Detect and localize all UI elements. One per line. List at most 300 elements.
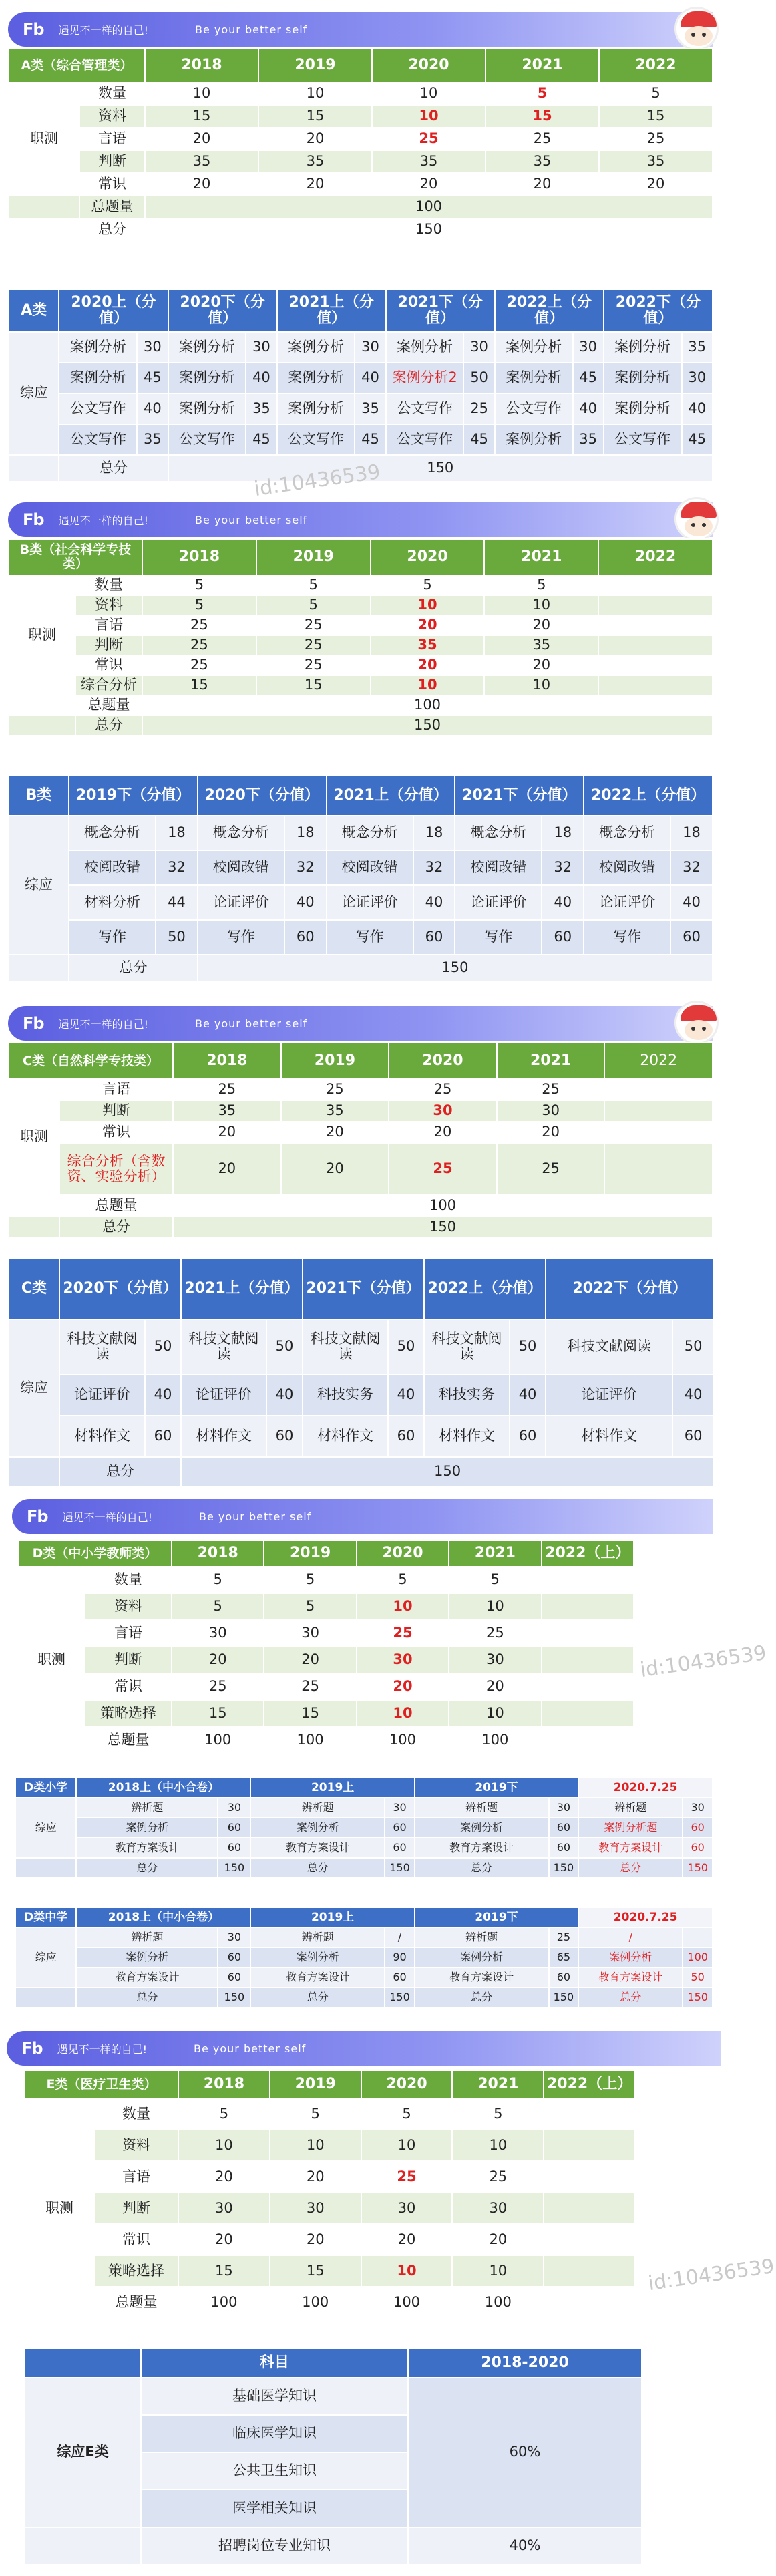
cell: 40 [137,393,168,424]
cell: 总分 [76,1987,218,2007]
cell: 10 [449,1593,541,1620]
cell: 18 [670,816,713,850]
cell: 10 [371,675,485,695]
cell: 科技文献阅读 [424,1319,510,1374]
cell: 写作 [455,920,542,955]
cell: 30 [137,332,168,363]
cell: 20 [178,2161,270,2193]
cell: 案例分析 [415,1947,549,1967]
cell: 总分 [415,1987,549,2007]
cell: 50 [510,1319,546,1374]
cell: 25 [256,615,371,635]
table-row [9,635,713,655]
cell: 写作 [69,920,156,955]
cell [598,615,713,635]
table-title: B类 [9,776,69,816]
cell: 100 [683,1947,713,1967]
banner-c [8,1006,713,1041]
date-highlight: 2020.7.25 [613,1780,678,1794]
cell: 20 [281,1143,389,1195]
table-a-zhice [8,48,713,242]
cell: 25 [449,1620,541,1647]
cell: 30 [385,1798,415,1818]
cell: 科技实务 [303,1374,388,1416]
cell: 概念分析 [69,816,156,850]
cell: 5 [449,1567,541,1593]
col-header: 2019 [281,1043,389,1079]
row-label: 总分 [79,218,145,241]
table-row [9,1416,714,1457]
cell: 40 [542,885,584,920]
col-header: 2018 [173,1043,281,1079]
col-header: 2018 [142,539,256,575]
cell: 科技实务 [424,1374,510,1416]
cell: 35 [372,150,486,173]
table-row [25,2224,635,2255]
cell: 35 [258,150,372,173]
cell: 20 [371,655,485,675]
cell: 20 [281,1122,389,1143]
table-title: C类 [9,1258,59,1319]
cell: 30 [270,2193,361,2224]
cell: 15 [599,105,713,128]
cell: 60 [542,920,584,955]
cell: 5 [172,1593,264,1620]
table-row [15,1927,713,1947]
col-header: 2021下（分值） [303,1258,424,1319]
cell: 60 [670,920,713,955]
cell: 100 [361,2287,453,2318]
table-row [9,655,713,675]
cell: 150 [549,1858,579,1878]
cell: 20 [145,128,258,150]
cell: 辨析题 [76,1798,218,1818]
cell: 30 [246,332,276,363]
cell: 35 [486,150,599,173]
cell: 写作 [584,920,670,955]
cell: 20 [497,1122,605,1143]
col-header: 2019下 [415,1907,578,1927]
table-c-zongying [8,1257,713,1487]
cell: 案例分析 [604,363,682,393]
cell: 15 [145,105,258,128]
row-label: 资料 [85,1593,172,1620]
cell: 5 [264,1567,356,1593]
cell: 44 [156,885,198,920]
subject-cell: 公共卫生知识 [141,2452,408,2490]
table-row [9,715,713,736]
cell [542,1647,634,1673]
section-label: 职测 [25,2098,94,2318]
cell [604,1122,713,1143]
cell: 150 [173,1217,713,1238]
row-label: 常识 [94,2224,178,2255]
banner-english: Be your better self [195,23,308,36]
table-row [9,1217,713,1238]
table-row [18,1700,634,1727]
cell: 10 [270,2130,361,2161]
mascot-icon [674,1001,719,1045]
table-row [9,920,713,955]
table-row [9,675,713,695]
cell: 校阅改错 [69,850,156,885]
cell: 25 [452,2161,544,2193]
cell [544,2224,635,2255]
cell: 30 [172,1620,264,1647]
cell: 65 [549,1947,579,1967]
banner-english: Be your better self [195,513,308,526]
cell: 20 [371,615,485,635]
cell: 45 [573,363,604,393]
cell: 校阅改错 [327,850,413,885]
cell: 20 [145,173,258,196]
cell [598,655,713,675]
cell: 50 [156,920,198,955]
cell [604,1143,713,1195]
cell: 15 [264,1700,356,1727]
cell: 材料作文 [59,1416,145,1457]
cell [598,575,713,595]
cell: 教育方案设计 [76,1967,218,1987]
table-row [9,150,713,173]
table-row [9,393,713,424]
cell: 5 [172,1567,264,1593]
cell [542,1620,634,1647]
cell: 35 [371,635,485,655]
table-row [9,424,713,455]
cell: 100 [142,695,713,715]
cell: 公文写作 [495,393,573,424]
cell: 40 [266,1374,303,1416]
cell: 写作 [198,920,284,955]
cell: 校阅改错 [455,850,542,885]
fb-logo-icon: Fb [27,1507,48,1526]
cell: 30 [683,1798,713,1818]
col-header: 2021上（分值） [327,776,455,816]
watermark: id:10436539 [638,1641,768,1683]
cell: 5 [256,575,371,595]
cell: 100 [264,1727,356,1754]
cell: 10 [449,1700,541,1727]
cell: 30 [573,332,604,363]
cell: 案例分析 [604,332,682,363]
cell: 30 [549,1798,579,1818]
row-label: 数量 [79,82,145,105]
cell: 论证评价 [198,885,284,920]
cell: 35 [484,635,598,655]
row-label: 言语 [79,128,145,150]
cell: 案例分析 [604,393,682,424]
table-row [9,1122,713,1143]
cell: 概念分析 [327,816,413,850]
cell: 辨析题 [76,1927,218,1947]
table-row [25,2098,635,2130]
col-header [578,1778,713,1798]
cell: 25 [389,1143,497,1195]
cell: 10 [361,2130,453,2161]
cell [598,675,713,695]
cell: 总分 [578,1987,683,2007]
cell: 15 [256,675,371,695]
cell: 30 [449,1647,541,1673]
cell [542,1567,634,1593]
cell: 科技文献阅读 [303,1319,388,1374]
cell: 100 [178,2287,270,2318]
mascot-icon [674,497,719,541]
table-row [25,2287,635,2318]
cell: 教育方案设计 [578,1967,683,1987]
row-label: 总题量 [85,1727,172,1754]
cell [604,1079,713,1100]
col-header: 2019上 [250,1778,414,1798]
banner-slogan: 遇见不一样的自己! [57,2042,147,2056]
cell: 60 [510,1416,546,1457]
cell: 20 [173,1122,281,1143]
col-header: 2021下（分值） [455,776,584,816]
cell: 30 [355,332,385,363]
banner-a [8,12,713,47]
cell: 25 [486,128,599,150]
cell: 总分 [59,455,168,482]
table-d-zhongxue [15,1907,713,2008]
cell: 案例分析 [277,393,355,424]
cell: 40 [672,1374,714,1416]
cell: 30 [264,1620,356,1647]
row-label: 策略选择 [94,2255,178,2287]
cell: 案例分析 [168,363,246,393]
table-title: B类（社会科学专技类） [9,539,142,575]
cell [542,1673,634,1700]
table-d-xiaoxue [15,1777,713,1879]
row-label: 判断 [79,150,145,173]
row-label: 总分 [59,1217,173,1238]
col-header: 2020 [389,1043,497,1079]
cell: 30 [389,1100,497,1122]
cell: 5 [361,2098,453,2130]
cell: 写作 [327,920,413,955]
cell: 案例分析 [250,1947,385,1967]
cell: 校阅改错 [584,850,670,885]
cell: 40 [246,363,276,393]
cell: 25 [142,655,256,675]
cell: 150 [385,1987,415,2007]
cell: 150 [549,1987,579,2007]
cell: 总分 [76,1858,218,1878]
row-label: 总题量 [79,196,145,218]
banner-b [8,502,713,537]
cell [544,2130,635,2161]
table-row [9,128,713,150]
cell: 案例分析 [76,1818,218,1838]
cell: 40 [284,885,327,920]
mascot-icon [674,7,719,51]
cell: 公文写作 [59,393,137,424]
banner-english: Be your better self [195,1017,308,1030]
cell: 案例分析题 [578,1818,683,1838]
cell: 60 [683,1838,713,1858]
cell [542,1700,634,1727]
col-header: 2020下（分值） [198,776,327,816]
cell: 案例分析2 [386,363,464,393]
col-header: 2021上（分值） [181,1258,303,1319]
table-row [18,1567,634,1593]
cell [604,1100,713,1122]
col-header: 2019 [256,539,371,575]
cell: 18 [413,816,455,850]
cell: 辨析题 [415,1927,549,1947]
banner-slogan: 遇见不一样的自己! [62,1510,152,1524]
cell: 35 [281,1100,389,1122]
row-label: 总题量 [75,695,142,715]
banner-english: Be your better self [194,2042,307,2055]
table-row [25,2130,635,2161]
cell: 45 [137,363,168,393]
section-label: 职测 [18,1567,85,1754]
fb-logo-icon: Fb [23,1014,44,1033]
cell: 案例分析 [59,363,137,393]
cell: 20 [389,1122,497,1143]
col-header: 2020 [372,49,486,82]
col-header: 2021 [486,49,599,82]
table-a-zongying [8,289,713,482]
table-row [9,332,713,363]
cell: 50 [145,1319,181,1374]
col-header: 2022（上） [542,1540,634,1567]
cell: 32 [284,850,327,885]
cell [598,595,713,615]
cell: 35 [682,332,713,363]
table-title: D类中学 [15,1907,76,1927]
table-title: C类（自然科学专技类） [9,1043,173,1079]
section-label: 职测 [9,1079,59,1195]
cell: 5 [178,2098,270,2130]
col-header: 2022（上） [544,2070,635,2098]
row-label: 判断 [94,2193,178,2224]
cell: 100 [145,196,713,218]
table-row [9,196,713,218]
cell: 10 [357,1593,449,1620]
percent-cell: 40% [408,2527,642,2565]
cell: 论证评价 [59,1374,145,1416]
cell: 总分 [415,1858,549,1878]
cell [544,2098,635,2130]
section-label: 综应 [15,1927,76,1987]
cell: 150 [385,1858,415,1878]
table-row [9,82,713,105]
col-header: 2019 [258,49,372,82]
cell: 案例分析 [386,332,464,363]
cell: 40 [413,885,455,920]
col-header: 2020上（分值） [59,289,168,332]
cell: 概念分析 [455,816,542,850]
cell: 论证评价 [455,885,542,920]
col-header: 2022下（分值） [604,289,713,332]
col-header: 2022 [599,49,713,82]
cell: 公文写作 [277,424,355,455]
cell: 20 [372,173,486,196]
cell: 60 [218,1947,250,1967]
cell: 25 [361,2161,453,2193]
banner-d [12,1499,713,1534]
cell: 论证评价 [181,1374,266,1416]
cell: 5 [264,1593,356,1620]
cell: 总分 [250,1858,385,1878]
cell: 25 [281,1079,389,1100]
cell: 公文写作 [168,424,246,455]
cell: 科技文献阅读 [59,1319,145,1374]
table-row [9,955,713,981]
cell: 25 [173,1079,281,1100]
cell: 50 [463,363,494,393]
banner-english: Be your better self [199,1510,312,1523]
cell: 30 [452,2193,544,2224]
fb-logo-icon: Fb [21,2039,43,2058]
col-header: 2018-2020 [408,2348,642,2378]
col-header: 2018 [178,2070,270,2098]
row-label: 数量 [75,575,142,595]
cell: 10 [258,82,372,105]
cell: 5 [599,82,713,105]
row-label: 总分 [75,715,142,736]
cell: 25 [256,655,371,675]
cell: 概念分析 [584,816,670,850]
cell: 35 [173,1100,281,1122]
cell: 20 [449,1673,541,1700]
cell: 案例分析 [495,332,573,363]
cell: 5 [270,2098,361,2130]
row-label: 资料 [94,2130,178,2161]
cell: 10 [357,1700,449,1727]
cell: 教育方案设计 [415,1838,549,1858]
table-title: D类（中小学教师类） [18,1540,172,1567]
cell: 案例分析 [277,332,355,363]
banner-slogan: 遇见不一样的自己! [58,514,148,527]
table-title: A类 [9,289,59,332]
cell: 40 [355,363,385,393]
cell: 30 [682,363,713,393]
cell [544,2193,635,2224]
cell: 35 [355,393,385,424]
cell: 35 [137,424,168,455]
table-row [9,1319,714,1374]
cell: 50 [266,1319,303,1374]
cell: 科技文献阅读 [546,1319,672,1374]
cell: 20 [270,2224,361,2255]
cell: 32 [670,850,713,885]
table-row [9,885,713,920]
row-label: 数量 [94,2098,178,2130]
cell: 5 [452,2098,544,2130]
cell: 60 [218,1818,250,1838]
cell: 150 [198,955,713,981]
cell [542,1727,634,1754]
section-label: 综应 [15,1798,76,1858]
cell: 20 [486,173,599,196]
col-header: 2020 [371,539,485,575]
col-header: 2021 [449,1540,541,1567]
cell: 5 [142,575,256,595]
cell: 辨析题 [250,1798,385,1818]
col-header: 2019上 [250,1907,414,1927]
cell: 20 [599,173,713,196]
cell: 60 [549,1818,579,1838]
table-e-zhice [24,2070,636,2319]
cell: 20 [258,128,372,150]
table-d-zhice [17,1539,634,1754]
cell: 10 [361,2255,453,2287]
cell: 案例分析 [495,424,573,455]
cell: 18 [156,816,198,850]
